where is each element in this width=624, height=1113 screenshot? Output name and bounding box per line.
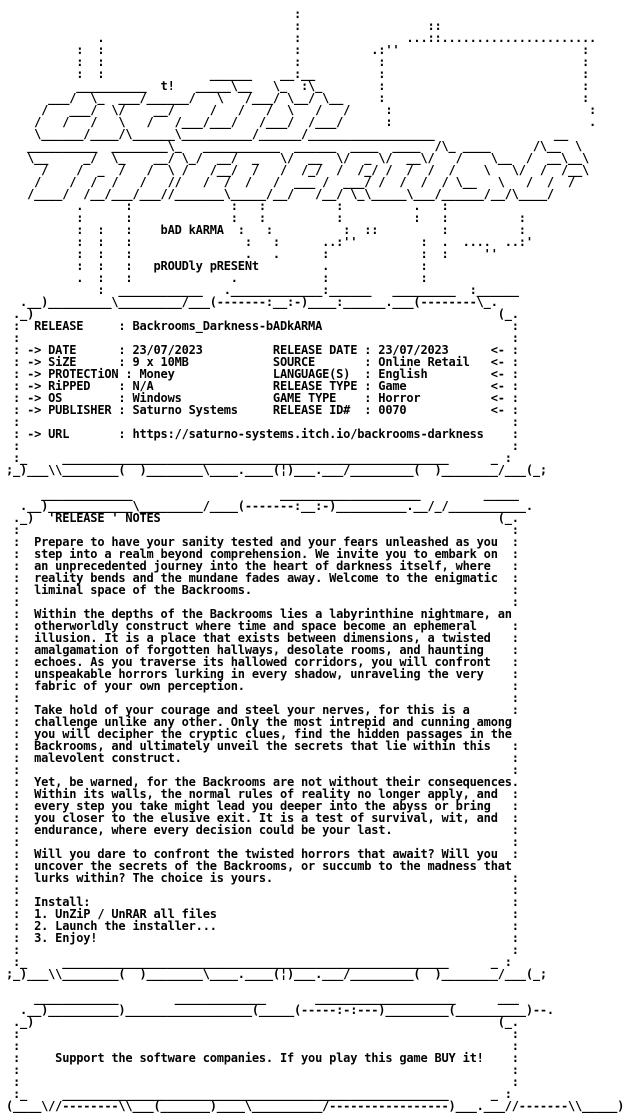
nfo-text-art: : : :: . : ...::...................... : : : .:'' : : : : : : : : ______ __:__ : : __________ t! _____\__ \_ :\_ : : ___/ \_ ___/______/ \ /___/ \__/ \__ : : / ___/ \/ __/ / / / \ / / : : / / / \ / /___/___/ /___/ /___/ : . \______/____/\______\__________/______/__________________ __ __________ ________\_ ___________ ______ ____ ____ /\_ ____ /\__ \ \__ _/ \_ __/ \_/ __/ _ \/ __ \/ _ \/ __\/ / \__ / __\__\ / / _ / / \ / /__/ / / /_/ / /_/ / / / / \ \/ / /__\ / / / / / // / / / / ___ / ___/ / / / / \__ \ / / / /____/ /__/___/___//_______\_____/__/ /__/ \_\_____\___/______/__/\____/ . : : : : . : : : : : : : : : : : : bAD kARMA : : : :: : : : : : : : ..:'' : . .... ..:' : : : . . : : : '' : : : pROUDly pRESENt . : . : : . : : : ____________ ._____________:______ _________ :______ .__)_________\_________/___(-------:__:-)____:______.___(--------\_. ._) (_. : RELEASE : Backrooms_Darkness-bADkARMA : : : : -> DATE : 23/07/2023 RELEASE DATE : 23/07/2023 <- : : -> SiZE : 9 x 10MB SOURCE : Online Retail <- : : -> PROTECTiON : Money LANGUAGE(S) : English <- : : -> RiPPED : N/A RELEASE TYPE : Game <- : : -> OS : Windows GAME TYPE : Horror <- : : -> PUBLISHER : Saturno Systems RELEASE ID# : 0070 <- : : : : -> URL : https://saturno-systems.itch.io/backrooms-darkness : : : :_ _______________________________________________________ _ : ;_)___\\________( )________\____.____(¦)___.___/_________( )________/___(_; _____________ ____________________ _____ .__)____________\_________/____(-------:__:-)__________.__/_/___________. ._) 'RELEASE ' NOTES (_. : : : Prepare to have your sanity tested and your fears unleashed as you : : step into a realm beyond comprehension. We invite you to embark on : : an unprecedented journey into the heart of darkness itself, where : : reality bends and the mundane fades away. Welcome to the enigmatic : : liminal space of the Backrooms. : : : : Within the depths of the Backrooms lies a labyrinthine nightmare, an : otherworldly construct where time and space become an ephemeral : : illusion. It is a place that exists between dimensions, a twisted : : amalgamation of forgotten hallways, desolate rooms, and haunting : : echoes. As you traverse its hallowed corridors, you will confront : : unspeakable horrors lurking in every shadow, unraveling the very : : fabric of your own perception. : : : : Take hold of your courage and steel your nerves, for this is a : : challenge unlike any other. Only the most intrepid and cunning among : you will decipher the cryptic clues, find the hidden passages in the : Backrooms, and ultimately unveil the secrets that lie within this : : malevolent construct. : : : : Yet, be warned, for the Backrooms are not without their consequences. : Within its walls, the normal rules of reality no longer apply, and : : every step you take might lead you deeper into the abyss or bring : : you closer to the elusive exit. It is a test of survival, wit, and : : endurance, where every decision could be your last. : : : : Will you dare to confront the twisted horrors that await? Will you : : uncover the secrets of the Backrooms, or succumb to the madness that : lurks within? The choice is yours. : : : : Install: : : 1. UnZiP / UnRAR all files : : 2. Launch the installer... : : 3. Enjoy! : : : :_ _______________________________________________________ _ : ;_)___\\________( )________\____.____(¦)___.___/_________( )________/___(_; ____________ _____________ ____________________ ___ .__)__________)__________________(_____(-----:-:---)_________(__________)--. ._) (_. : : : : : Support the software companies. If you play this game BUY it! : : : : : :_ _______________________________________________________ _ : (____\//--------\\___(_______)____\__________/-----------------)___.___//-------\\_____) [6, 7, 624, 1113]
